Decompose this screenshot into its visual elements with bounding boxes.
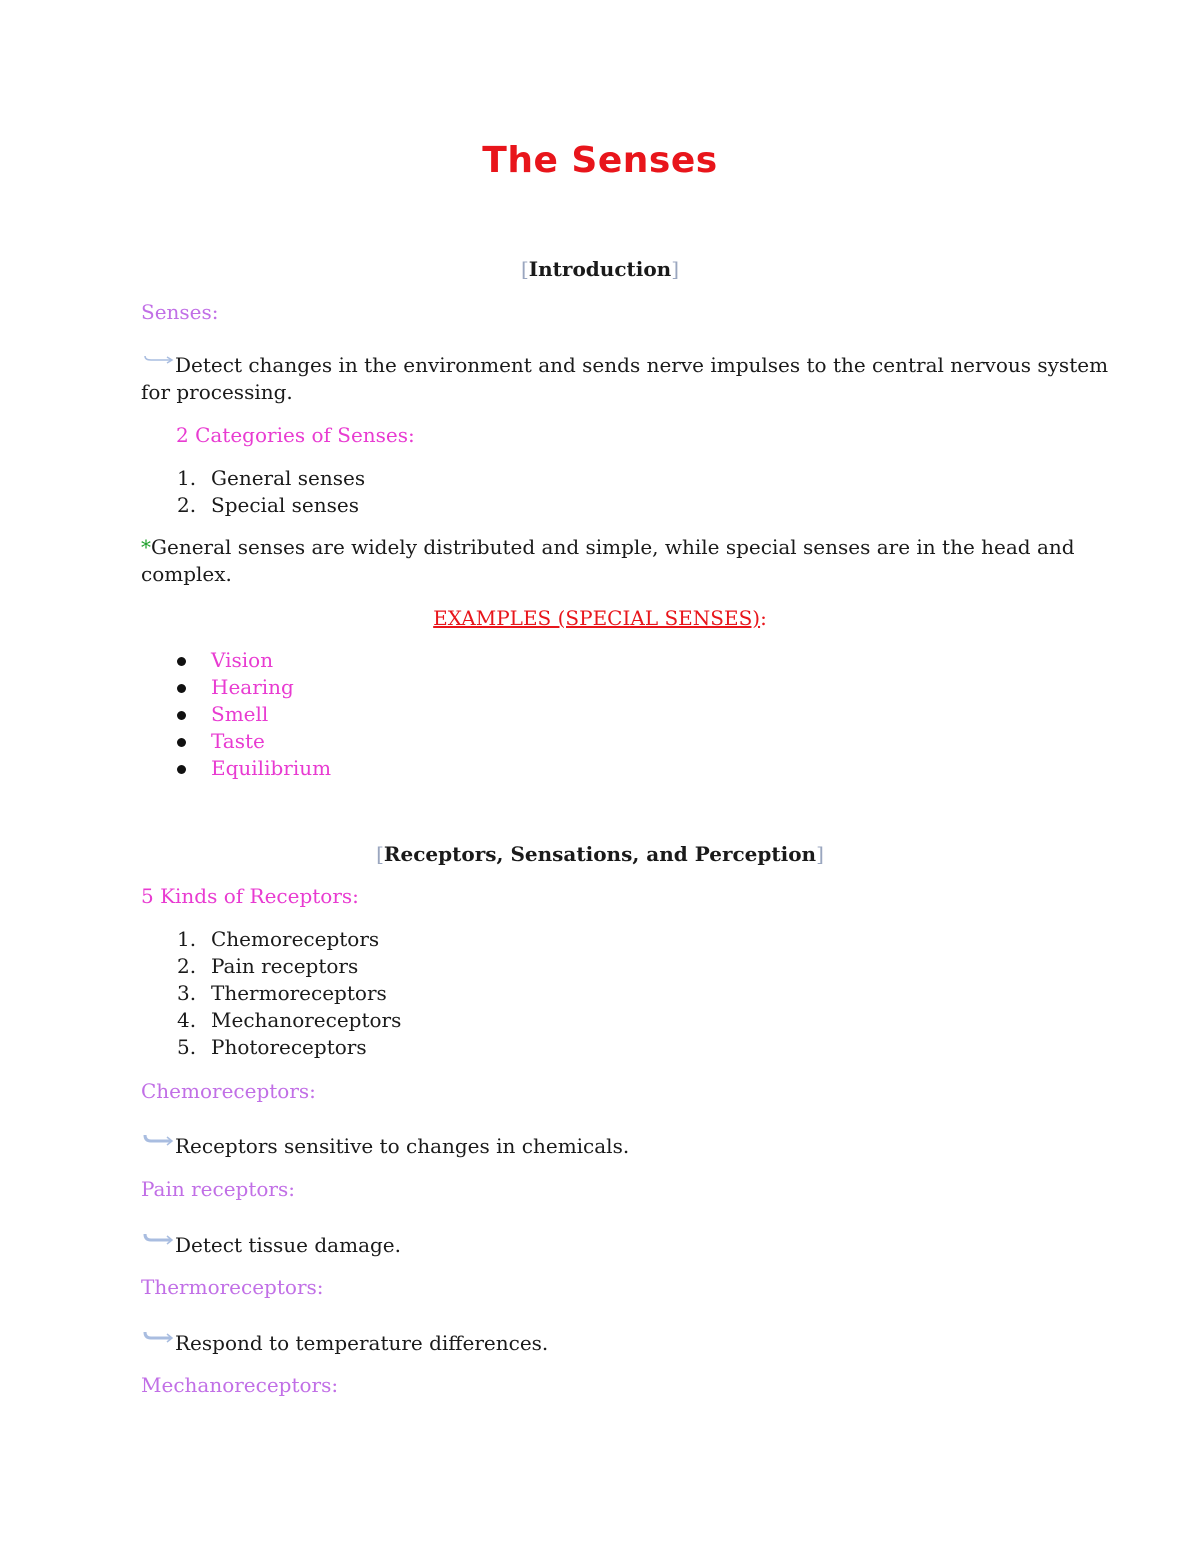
list-item xyxy=(141,926,401,953)
section-heading-receptors xyxy=(0,842,1200,866)
examples-list xyxy=(141,647,331,782)
list-item xyxy=(141,953,401,980)
bracket-close: ] xyxy=(671,257,680,281)
definition-label: Pain receptors: xyxy=(141,1177,295,1201)
bullet-dot-icon xyxy=(177,684,186,693)
definition-label: Mechanoreceptors: xyxy=(141,1373,339,1397)
list-item xyxy=(141,492,365,519)
definition-label: Chemoreceptors: xyxy=(141,1079,316,1103)
definition-text xyxy=(141,1232,401,1259)
senses-definition-line-2: for processing. xyxy=(141,380,293,404)
list-item xyxy=(141,1007,401,1034)
list-item-number: 5. xyxy=(177,1035,197,1059)
receptor-kinds-list xyxy=(141,926,401,1061)
note-star: * xyxy=(141,535,151,559)
list-item-number: 3. xyxy=(177,981,197,1005)
hooked-arrow-icon xyxy=(141,1330,175,1352)
bullet-item-text: Taste xyxy=(211,729,265,753)
page-title: The Senses xyxy=(482,140,718,181)
definition-text xyxy=(141,1330,548,1357)
list-item-number: 2. xyxy=(177,954,197,978)
list-item-text: Photoreceptors xyxy=(211,1035,367,1059)
bracket-close: ] xyxy=(816,842,824,866)
bullet-item xyxy=(141,755,331,782)
bullet-item-text: Equilibrium xyxy=(211,756,332,780)
examples-heading: EXAMPLES (SPECIAL SENSES): xyxy=(433,606,767,630)
senses-definition xyxy=(141,352,1108,406)
categories-list xyxy=(141,465,365,519)
list-item-number: 1. xyxy=(177,927,197,951)
bracket-open: [ xyxy=(520,257,529,281)
kinds-label: 5 Kinds of Receptors: xyxy=(141,884,359,908)
senses-definition-line-1: Detect changes in the environment and sends nerve impulses to the central nervous system xyxy=(141,352,1108,379)
list-item-text: General senses xyxy=(211,466,366,490)
section-heading-text: Receptors, Sensations, and Perception xyxy=(383,842,817,866)
list-item-text: Mechanoreceptors xyxy=(211,1008,402,1032)
section-heading-introduction xyxy=(0,257,1200,281)
hooked-arrow-icon xyxy=(141,352,175,370)
definition-label: Thermoreceptors: xyxy=(141,1275,324,1299)
list-item xyxy=(141,1034,401,1061)
list-item-text: Special senses xyxy=(211,493,359,517)
list-item-text: Thermoreceptors xyxy=(211,981,387,1005)
definition-text-content: Receptors sensitive to changes in chemicals. xyxy=(175,1134,630,1158)
bullet-item-text: Vision xyxy=(211,648,274,672)
senses-label: Senses: xyxy=(141,300,219,324)
examples-heading-text: EXAMPLES (SPECIAL SENSES) xyxy=(433,606,761,630)
categories-label: 2 Categories of Senses: xyxy=(176,423,415,447)
list-item-number: 1. xyxy=(177,466,197,490)
bullet-item-text: Smell xyxy=(211,702,269,726)
section-heading-text: Introduction xyxy=(528,257,672,281)
bullet-dot-icon xyxy=(177,738,186,747)
definition-text-content: Respond to temperature differences. xyxy=(175,1331,549,1355)
list-item xyxy=(141,465,365,492)
list-item-number: 4. xyxy=(177,1008,197,1032)
list-item-number: 2. xyxy=(177,493,197,517)
hooked-arrow-icon xyxy=(141,1232,175,1254)
bullet-item xyxy=(141,647,331,674)
bullet-item xyxy=(141,728,331,755)
definition-text xyxy=(141,1133,629,1160)
bracket-open: [ xyxy=(376,842,384,866)
bullet-item xyxy=(141,674,331,701)
bullet-item-text: Hearing xyxy=(211,675,294,699)
bullet-item xyxy=(141,701,331,728)
bullet-dot-icon xyxy=(177,711,186,720)
hooked-arrow-icon xyxy=(141,1133,175,1155)
general-vs-special-note: *General senses are widely distributed and simple, while special senses are in the head and complex. xyxy=(141,535,1075,586)
definition-text-content: Detect tissue damage. xyxy=(175,1233,401,1257)
bullet-dot-icon xyxy=(177,765,186,774)
list-item xyxy=(141,980,401,1007)
list-item-text: Chemoreceptors xyxy=(211,927,380,951)
bullet-dot-icon xyxy=(177,657,186,666)
list-item-text: Pain receptors xyxy=(211,954,359,978)
